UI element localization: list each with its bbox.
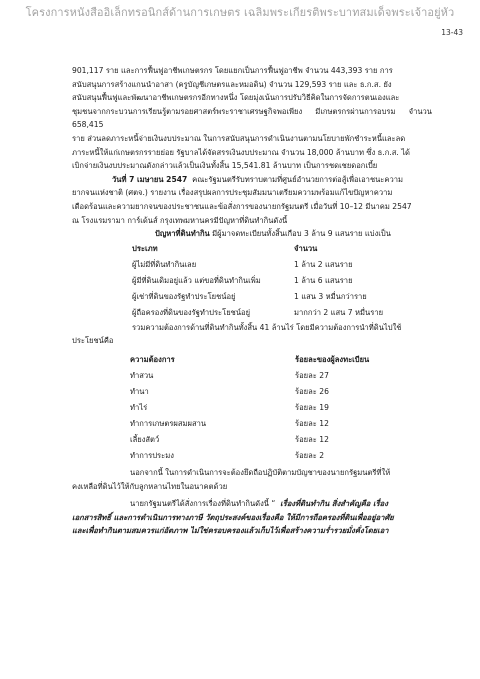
page-number: 13-43 xyxy=(441,28,463,37)
table-cell: ผู้เช่าที่ดินของรัฐทำประโยชน์อยู่ xyxy=(132,291,236,301)
table-cell: ทำนา xyxy=(130,386,149,396)
text-span: คณะรัฐมนตรีรับทราบตามที่ศูนย์อำนวยการต่อสู้เพื่อเอาชนะความ xyxy=(192,174,403,184)
table-cell: ร้อยละ 27 xyxy=(295,370,329,380)
table-row xyxy=(130,368,405,384)
text-line xyxy=(72,173,432,187)
table-cell: ร้อยละ 12 xyxy=(295,418,329,428)
column-header: ประเภท xyxy=(132,243,158,253)
text-line: สนับสนุนฟื้นฟูและพัฒนาอาชีพเกษตรกรอีกทางหนึ่ง โดยมุ่งเน้นการปรับวิธีคิดในการจัดการตนเองและ xyxy=(72,93,400,103)
table-cell: ร้อยละ 12 xyxy=(295,434,329,444)
document-body xyxy=(72,64,432,538)
text-line: 901,117 ราย และการฟื้นฟูอาชีพเกษตรกร โดยแยกเป็นการฟื้นฟูอาชีพ จำนวน 443,393 ราย การ xyxy=(72,66,393,75)
paragraph-pm-directive xyxy=(72,497,432,538)
table-row xyxy=(130,384,405,400)
land-use-table xyxy=(130,352,405,464)
column-header: ร้อยละของผู้ลงทะเบียน xyxy=(295,354,370,364)
table-row xyxy=(130,432,405,448)
table-cell: ร้อยละ 19 xyxy=(295,402,329,412)
table-header-row xyxy=(132,241,404,257)
table-cell: ร้อยละ 26 xyxy=(295,386,329,396)
quote-line: เอกสารสิทธิ์ และการดำเนินการทางภาษี วัตถุประสงค์ของเรื่องคือ ให้มีการถือครองที่ดินเพื่ออยู่อาศัย xyxy=(72,512,394,522)
table-cell: เลี้ยงสัตว์ xyxy=(130,434,160,444)
table-cell: ร้อยละ 2 xyxy=(295,450,325,460)
table-row xyxy=(132,273,404,289)
registrant-type-table xyxy=(132,241,404,321)
land-problem-line xyxy=(72,227,432,241)
table-header-row xyxy=(130,352,405,368)
land-demand-summary: รวมความต้องการด้านที่ดินทำกินทั้งสิ้น 41 ล้านไร่ โดยมีความต้องการนำที่ดินไปใช้ xyxy=(132,322,402,332)
column-header: จำนวน xyxy=(294,243,318,253)
text-line: ประโยชน์คือ xyxy=(72,336,114,346)
table-cell: ทำไร่ xyxy=(130,402,148,412)
text-line: เบิกจ่ายเงินงบประมาณดังกล่าวแล้วเป็นเงินทั้งสิ้น 15,541.81 ล้านบาท เป็นการชดเชยดอกเบี้ย xyxy=(72,161,378,171)
table-row xyxy=(130,448,405,464)
table-cell: ผู้ถือครองที่ดินของรัฐทำประโยชน์อยู่ xyxy=(132,307,251,317)
text-line xyxy=(72,497,432,511)
table-cell: 1 ล้าน 2 แสนราย xyxy=(294,259,353,269)
table-row xyxy=(130,400,405,416)
paragraph-land-reserve xyxy=(72,466,432,493)
text-line: ราย ส่วนลดภาระหนี้จ่ายเงินงบประมาณ ในการสนับสนุนการดำเนินงานตามนโยบายพักชำระหนี้และลด xyxy=(72,133,406,143)
text-line: สนับสนุนการสร้างแกนนำอาสา (ครูบัญชีเกษตรและหมอดิน) จำนวน 129,593 ราย และ ธ.ก.ส. ยัง xyxy=(72,79,392,89)
table-row xyxy=(132,289,404,305)
text-span: นายกรัฐมนตรีได้สั่งการเรื่องที่ดินทำกินดังนี้ “ xyxy=(130,499,276,509)
table-row xyxy=(130,416,405,432)
text-span: มีผู้มาจดทะเบียนทั้งสิ้นเกือบ 3 ล้าน 9 แสนราย แบ่งเป็น xyxy=(212,229,391,239)
table-cell: 1 ล้าน 6 แสนราย xyxy=(294,275,353,285)
quote-span: เรื่องที่ดินทำกิน สิ่งสำคัญคือ เรื่อง xyxy=(280,499,388,509)
table-row xyxy=(132,257,404,273)
paragraph-cabinet-resolution xyxy=(72,173,432,227)
column-header: ความต้องการ xyxy=(130,354,175,364)
text-line: ณ โรงแรมรามา การ์เด้นส์ กรุงเทพมหานครมีปัญหาที่ดินทำกินดังนี้ xyxy=(72,215,288,225)
land-problem-label: ปัญหาที่ดินทำกิน xyxy=(155,229,210,239)
table-cell: 1 แสน 3 หมื่นกว่าราย xyxy=(294,291,367,301)
table-cell: ทำการประมง xyxy=(130,450,174,460)
table-row xyxy=(132,305,404,321)
book-header-title: โครงการหนังสืออิเล็กทรอนิกส์ด้านการเกษตร เฉลิมพระเกียรติพระบาทสมเด็จพระเจ้าอยู่หัว xyxy=(25,6,455,19)
table-cell: ผู้ไม่มีที่ดินทำกินเลย xyxy=(132,259,197,269)
text-line: นอกจากนี้ ในการดำเนินการจะต้องยึดถือปฏิบัติตามบัญชาของนายกรัฐมนตรีที่ให้ xyxy=(130,467,391,477)
text-line: ภาระหนี้ให้แก่เกษตรกรรายย่อย รัฐบาลได้จัดสรรเงินงบประมาณ จำนวน 18,000 ล้านบาท ซึ่ง ธ.ก.ส. ได้ xyxy=(72,147,410,157)
text-line: คงเหลือที่ดินไว้ให้กับลูกหลานไทยในอนาคตด้วย xyxy=(72,481,228,491)
resolution-date: วันที่ 7 เมษายน 2547 xyxy=(112,174,188,184)
paragraph-debt-relief xyxy=(72,64,432,173)
table-cell: ผู้มีที่ดินเดิมอยู่แล้ว แต่ขอที่ดินทำกินเพิ่ม xyxy=(132,275,261,285)
quote-line: และเพื่อทำกินตามสมควรแก่อัตภาพ ไม่ใช่ครอบครองแล้วเก็บไว้เพื่อสร้างความร่ำรวยมั่งคั่งโดยเอา xyxy=(72,526,389,536)
text-line: ยากจนแห่งชาติ (ศตจ.) รายงาน เรื่องสรุปผลการประชุมสัมมนาเตรียมความพร้อมแก้ไขปัญหาความ xyxy=(72,188,393,198)
text-line: เดือดร้อนและความยากจนของประชาชนและข้อสั่งการของนายกรัฐมนตรี เมื่อวันที่ 10–12 มีนาคม 2547 xyxy=(72,201,412,211)
table-cell: มากกว่า 2 แสน 7 หมื่นราย xyxy=(294,307,384,317)
table-cell: ทำการเกษตรผสมผสาน xyxy=(130,418,207,428)
table-cell: ทำสวน xyxy=(130,370,154,380)
text-line: ชุมชนจากกระบวนการเรียนรู้ตามรอยศาสตร์พระราชาเศรษฐกิจพอเพียง มีเกษตรกรผ่านการอบรม จำนวน 658,415 xyxy=(72,106,432,130)
